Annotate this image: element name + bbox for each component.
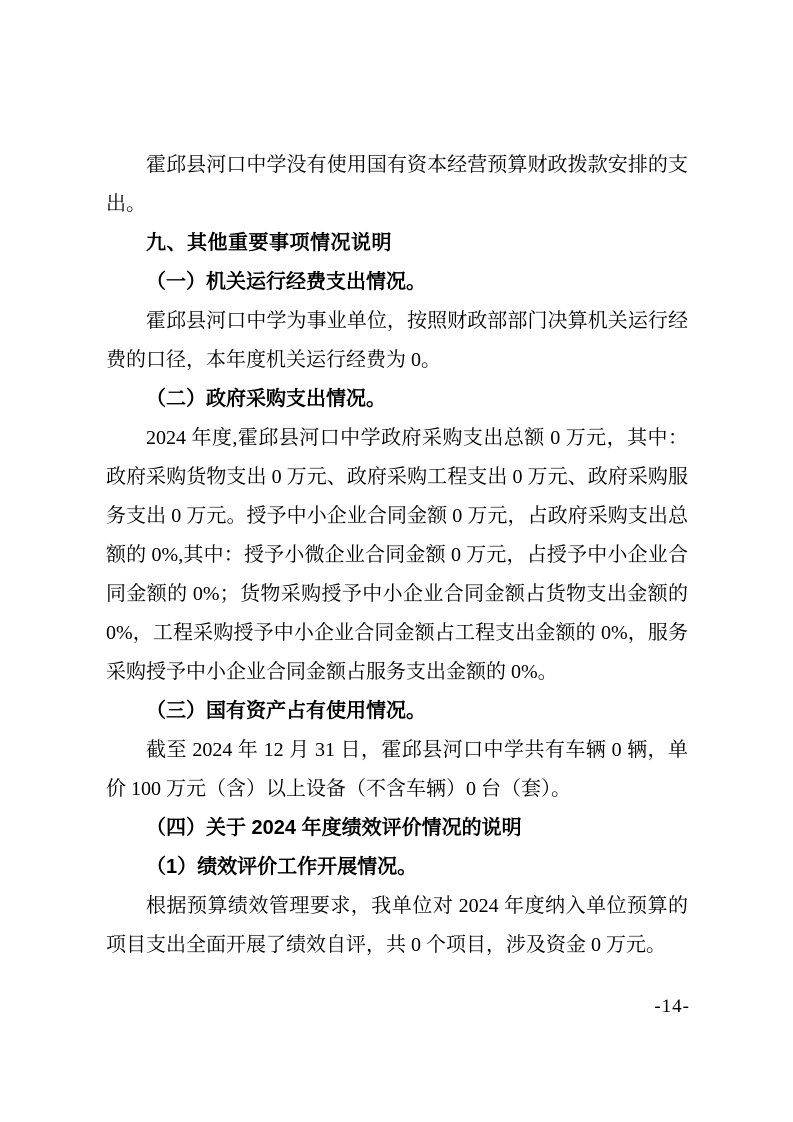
- subsection-heading-performance-evaluation-work: （1）绩效评价工作开展情况。: [146, 856, 418, 878]
- subsection-heading-state-assets: （三）国有资产占有使用情况。: [146, 700, 426, 722]
- paragraph-operating-expenses: 霍邱县河口中学为事业单位，按照财政部部门决算机关运行经费的口径，本年度机关运行经费为 0。: [106, 310, 688, 371]
- paragraph-performance-self-evaluation: 根据预算绩效管理要求，我单位对 2024 年度纳入单位预算的项目支出全面开展了绩效自评，共 0 个项目，涉及资金 0 万元。: [106, 895, 688, 956]
- document-content: [106, 146, 688, 965]
- page-number: -14-: [654, 996, 690, 1017]
- subsection-heading-government-procurement: （二）政府采购支出情况。: [146, 388, 386, 410]
- section-heading-other-important-matters: 九、其他重要事项情况说明: [146, 232, 392, 254]
- subsection-heading-operating-expenses: （一）机关运行经费支出情况。: [146, 271, 426, 293]
- paragraph-state-capital-expenditure: 霍邱县河口中学没有使用国有资本经营预算财政拨款安排的支出。: [106, 154, 688, 215]
- paragraph-state-assets: 截至 2024 年 12 月 31 日，霍邱县河口中学共有车辆 0 辆，单价 100 万元（含）以上设备（不含车辆）0 台（套）。: [106, 739, 688, 800]
- subsection-heading-performance-evaluation: （四）关于 2024 年度绩效评价情况的说明: [146, 817, 522, 839]
- paragraph-government-procurement: 2024 年度,霍邱县河口中学政府采购支出总额 0 万元，其中：政府采购货物支出 0 万元、政府采购工程支出 0 万元、政府采购服务支出 0 万元。授予中小企业合同金额 0 万元，占政府采购支出总额的 0%,其中：授予小微企业合同金额 0 万元，占授予中小企业合同金额的 0%；货物采购授予中小企业合同金额占货物支出金额的 0%，工程采购授予中小企业合同金额占工程支出金额的 0%，服务采购授予中小企业合同金额占服务支出金额的 0%。: [106, 427, 688, 683]
